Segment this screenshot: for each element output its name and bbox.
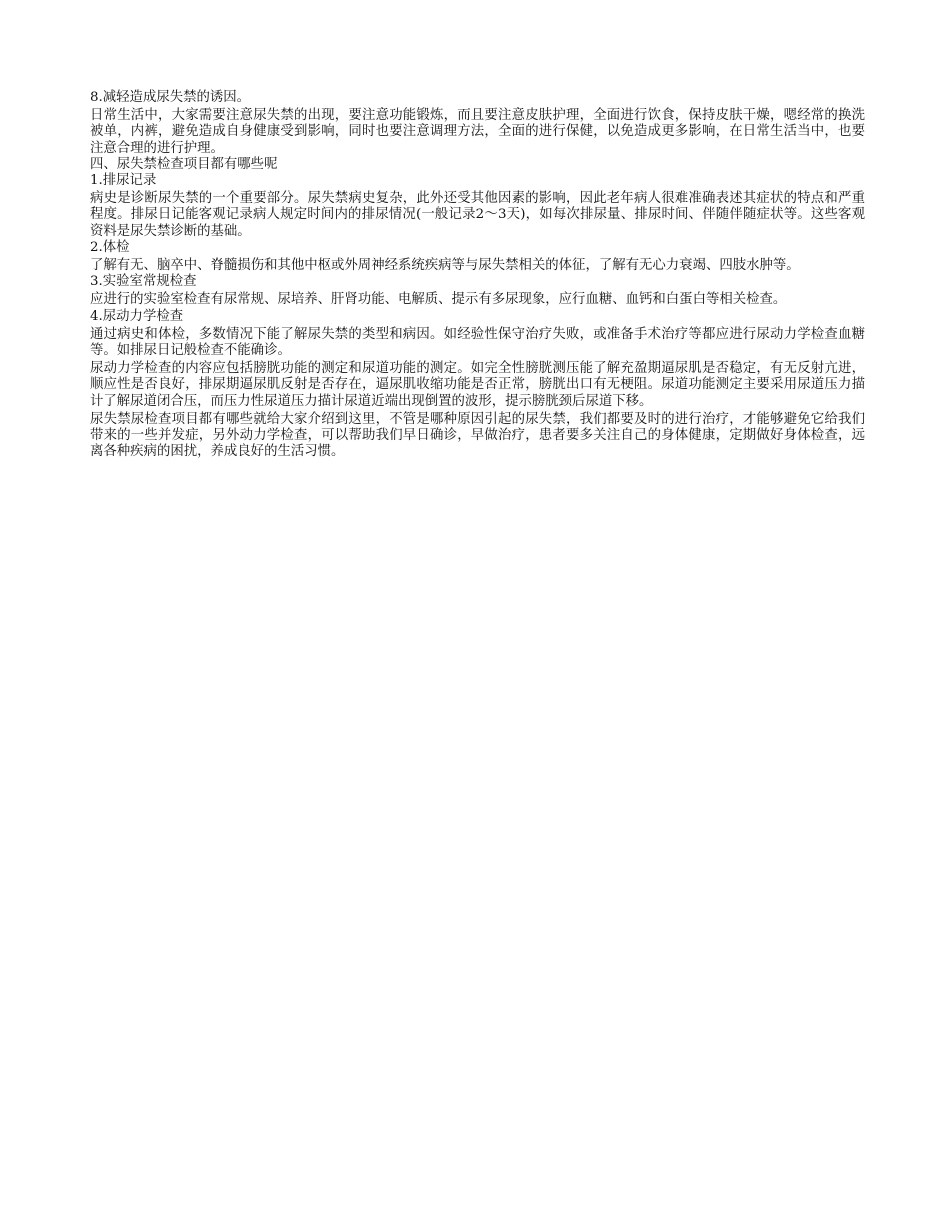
paragraph-daily-care: 日常生活中，大家需要注意尿失禁的出现，要注意功能锻炼，而且要注意皮肤护理，全面进行饮食，保持皮肤干燥，嗯经常的换洗被单，内裤，避免造成自身健康受到影响，同时也要注意调理方法，全面的进行保健，以免造成更多影响，在日常生活当中，也要注意合理的进行护理。 xyxy=(90,108,865,156)
paragraph-urination-record: 病史是诊断尿失禁的一个重要部分。尿失禁病史复杂，此外还受其他因素的影响，因此老年病人很难准确表述其症状的特点和严重程度。排尿日记能客观记录病人规定时间内的排尿情况(一般记录2～3天)，如每次排尿量、排尿时间、伴随伴随症状等。这些客观资料是尿失禁诊断的基础。 xyxy=(90,191,865,239)
paragraph-lab-tests: 应进行的实验室检查有尿常规、尿培养、肝肾功能、电解质、提示有多尿现象，应行血糖、血钙和白蛋白等相关检查。 xyxy=(90,292,787,308)
subheading-physical-exam: 2.体检 xyxy=(90,239,130,255)
section-heading-4: 四、尿失禁检查项目都有哪些呢 xyxy=(90,156,278,172)
section-heading-8: 8.减轻造成尿失禁的诱因。 xyxy=(90,90,251,105)
paragraph-physical-exam: 了解有无、脑卒中、脊髓损伤和其他中枢或外周神经系统疾病等与尿失禁相关的体征，了解有无心力衰竭、四肢水肿等。 xyxy=(90,258,800,274)
paragraph-conclusion: 尿失禁尿检查项目都有哪些就给大家介绍到这里，不管是哪种原因引起的尿失禁，我们都要及时的进行治疗，才能够避免它给我们带来的一些并发症，另外动力学检查，可以帮助我们早日确诊，早做治疗，患者要多关注自己的身体健康，定期做好身体检查，远离各种疾病的困扰，养成良好的生活习惯。 xyxy=(90,411,865,460)
paragraph-urodynamics-details: 尿动力学检查的内容应包括膀胱功能的测定和尿道功能的测定。如完全性膀胱测压能了解充盈期逼尿肌是否稳定，有无反射亢进，顺应性是否良好，排尿期逼尿肌反射是否存在，逼尿肌收缩功能是否正常，膀胱出口有无梗阻。尿道功能测定主要采用尿道压力描计了解尿道闭合压，而压力性尿道压力描计尿道近端出现倒置的波形，提示膀胱颈后尿道下移。 xyxy=(90,361,865,409)
subheading-urodynamics: 4.尿动力学检查 xyxy=(90,308,184,324)
document-page xyxy=(90,90,865,460)
subheading-urination-record: 1.排尿记录 xyxy=(90,173,157,189)
subheading-lab-tests: 3.实验室常规检查 xyxy=(90,274,197,290)
paragraph-urodynamics-intro: 通过病史和体检，多数情况下能了解尿失禁的类型和病因。如经验性保守治疗失败，或准备手术治疗等都应进行尿动力学检查血糖等。如排尿日记般检查不能确诊。 xyxy=(90,326,865,359)
